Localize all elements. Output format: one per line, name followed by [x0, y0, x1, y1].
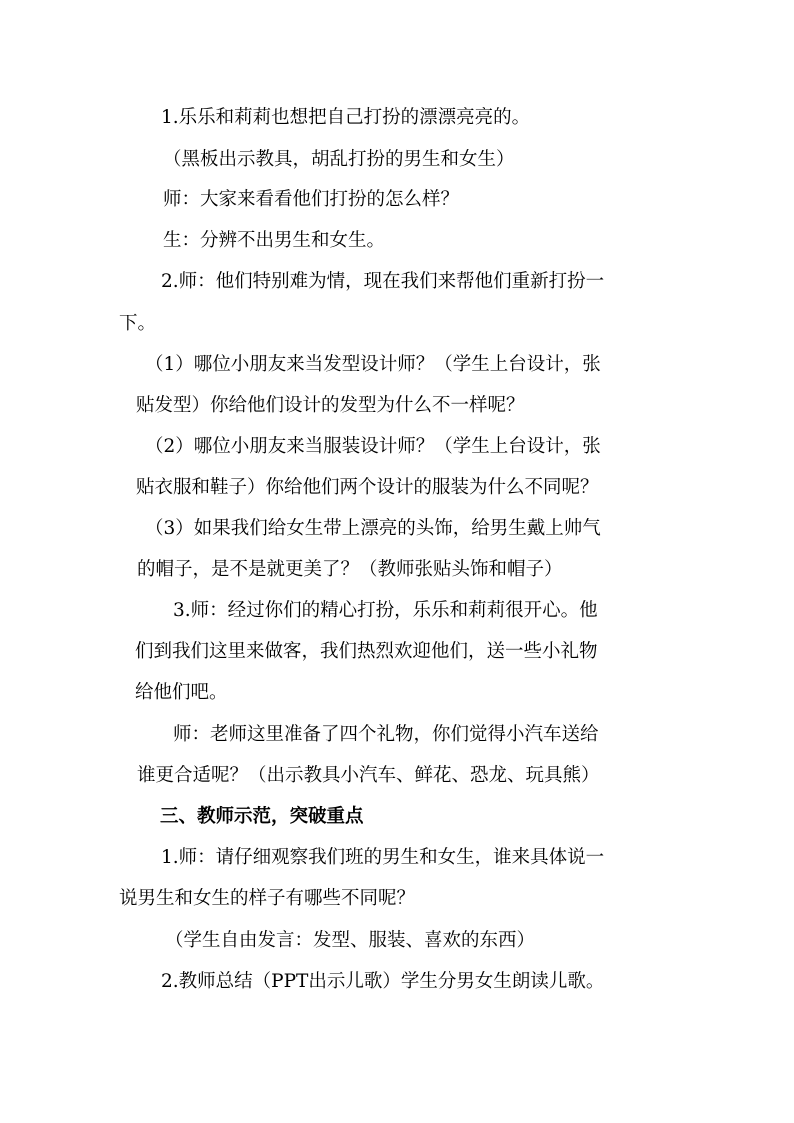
text-line: 师：老师这里准备了四个礼物，你们觉得小汽车送给 [173, 724, 599, 745]
text-line: 贴发型）你给他们设计的发型为什么不一样呢？ [136, 395, 525, 416]
text-line: 生：分辨不出男生和女生。 [163, 230, 386, 251]
text-line: （1）哪位小朋友来当发型设计师？（学生上台设计，张 [145, 354, 601, 375]
text-line: 说男生和女生的样子有哪些不同呢？ [119, 888, 416, 909]
text-line: 下。 [119, 313, 157, 334]
text-line: 贴衣服和鞋子）你给他们两个设计的服装为什么不同呢？ [136, 477, 599, 498]
text-line: 1.乐乐和莉莉也想把自己打扮的漂漂亮亮的。 [161, 107, 531, 128]
text-line: 1.师：请仔细观察我们班的男生和女生，谁来具体说一 [161, 847, 605, 868]
text-line: 师：大家来看看他们打扮的怎么样？ [163, 189, 460, 210]
text-line: 3.师：经过你们的精心打扮，乐乐和莉莉很开心。他 [173, 600, 598, 621]
text-line: 谁更合适呢？（出示教具小汽车、鲜花、恐龙、玩具熊） [137, 765, 600, 786]
text-line: 2.教师总结（PPT出示儿歌）学生分男女生朗读儿歌。 [161, 971, 605, 992]
text-line: （3）如果我们给女生带上漂亮的头饰，给男生戴上帅气 [145, 518, 601, 539]
text-line: （2）哪位小朋友来当服装设计师？（学生上台设计，张 [145, 436, 601, 457]
text-line: 给他们吧。 [135, 682, 228, 703]
text-line: 2.师：他们特别难为情，现在我们来帮他们重新打扮一 [161, 271, 605, 292]
text-line: （黑板出示教具，胡乱打扮的男生和女生） [163, 149, 515, 170]
text-line: 的帽子，是不是就更美了？（教师张贴头饰和帽子） [137, 559, 563, 580]
text-line: 们到我们这里来做客，我们热烈欢迎他们，送一些小礼物 [135, 641, 598, 662]
text-line: （学生自由发言：发型、服装、喜欢的东西） [165, 930, 536, 951]
section-heading: 三、教师示范，突破重点 [160, 806, 364, 827]
